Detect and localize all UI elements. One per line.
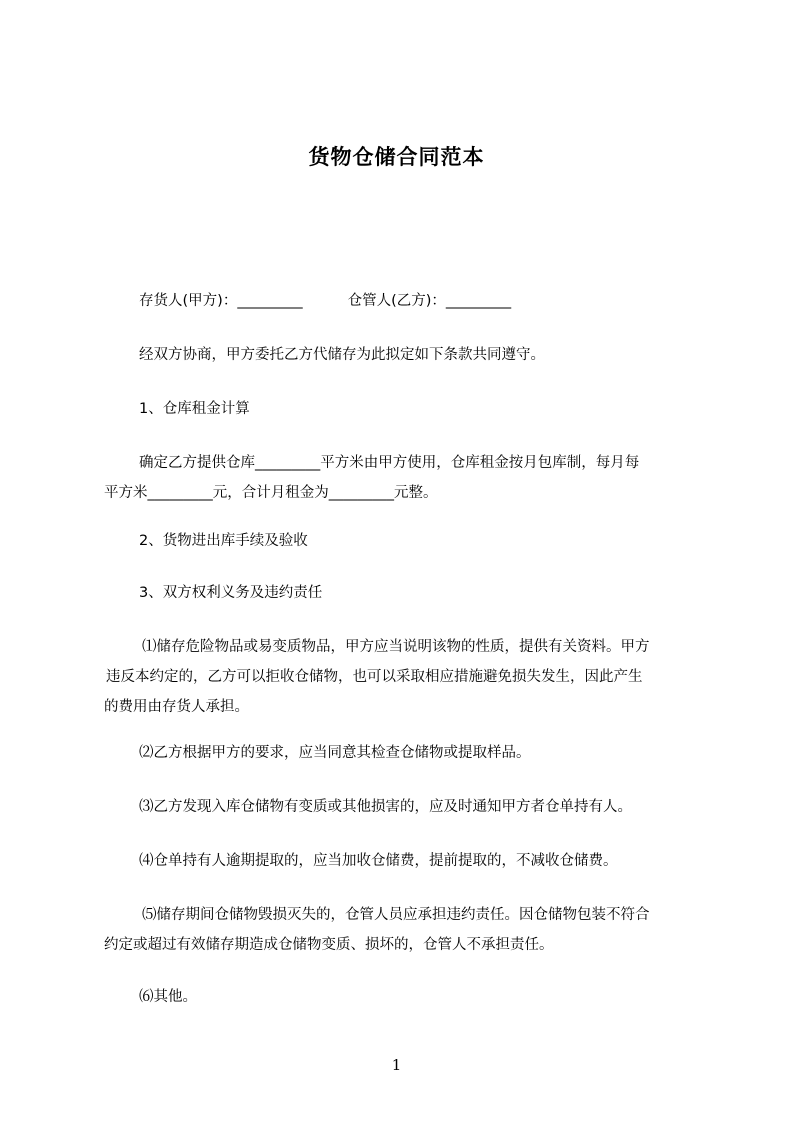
section2-heading — [104, 526, 704, 556]
clause5-line1: ⑸储存期间仓储物毁损灭失的，仓管人员应承担违约责任。因仓储物包装不符合 — [142, 907, 650, 923]
clause3-paragraph — [104, 792, 704, 822]
clause2-paragraph — [104, 738, 704, 768]
clause6-text: ⑹其他。 — [139, 989, 197, 1005]
intro-text: 经双方协商，甲方委托乙方代储存为此拟定如下条款共同遵守。 — [139, 347, 545, 363]
intro-paragraph — [104, 340, 704, 370]
clause6-paragraph — [104, 982, 704, 1012]
clause1-line2: 违反本约定的，乙方可以拒收仓储物，也可以采取相应措施避免损失发生，因此产生 — [106, 669, 643, 685]
clause1-line3: 的费用由存货人承担。 — [104, 699, 249, 715]
clause1-paragraph — [104, 632, 704, 722]
section1-heading — [104, 394, 704, 424]
section1-heading-text: 1、仓库租金计算 — [139, 401, 250, 417]
section2-heading-text: 2、货物进出库手续及验收 — [139, 533, 308, 549]
parties-line — [104, 286, 704, 316]
clause3-text: ⑶乙方发现入库仓储物有变质或其他损害的，应及时通知甲方者仓单持有人。 — [139, 799, 632, 815]
section1-body-line1: 确定乙方提供仓库_________平方米由甲方使用，仓库租金按月包库制，每月每 — [139, 455, 640, 471]
clause1-line1: ⑴储存危险物品或易变质物品，甲方应当说明该物的性质，提供有关资料。甲方 — [142, 639, 650, 655]
clause5-paragraph — [104, 900, 704, 960]
clause2-text: ⑵乙方根据甲方的要求，应当同意其检查仓储物或提取样品。 — [139, 745, 531, 761]
party-a-field: 存货人(甲方)：_________ — [139, 293, 303, 309]
clause5-line2: 约定或超过有效储存期造成仓储物变质、损坏的，仓管人不承担责任。 — [104, 937, 554, 953]
clause4-text: ⑷仓单持有人逾期提取的，应当加收仓储费，提前提取的，不减收仓储费。 — [139, 853, 618, 869]
section3-heading-text: 3、双方权利义务及违约责任 — [139, 585, 323, 601]
page-number: 1 — [391, 1056, 402, 1074]
parties-row — [104, 286, 704, 316]
section1-body — [104, 448, 704, 508]
section3-heading — [104, 578, 704, 608]
party-b-field: 仓管人(乙方)：_________ — [347, 293, 512, 309]
section1-body-line2: 平方米_________元，合计月租金为_________元整。 — [104, 485, 438, 501]
document-title: 货物仓储合同范本 — [308, 145, 485, 169]
clause4-paragraph — [104, 846, 704, 876]
